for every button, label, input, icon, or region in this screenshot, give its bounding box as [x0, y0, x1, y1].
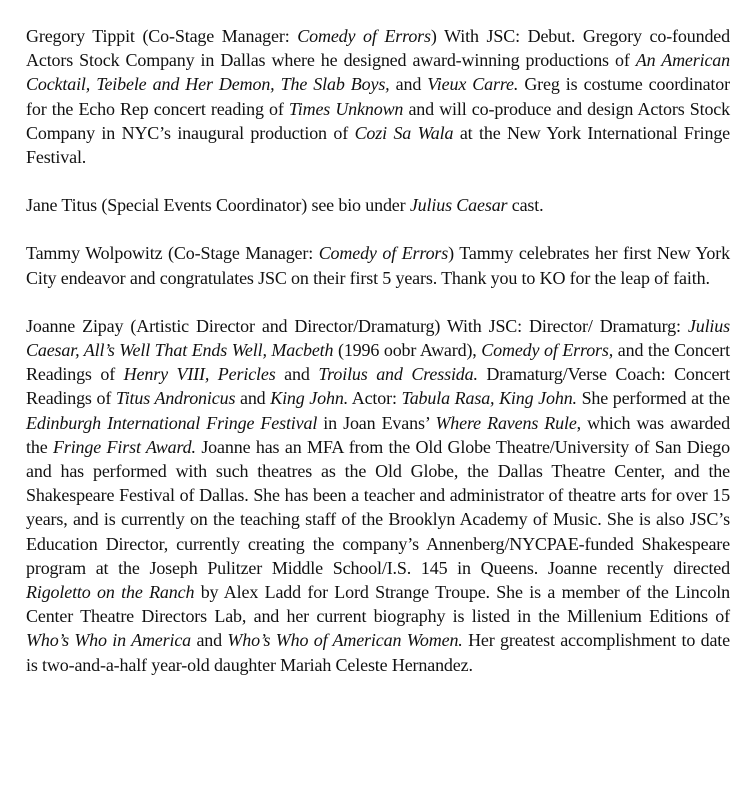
bio-joanne-zipay [26, 314, 730, 677]
bio-jane-titus [26, 193, 730, 217]
bio-text: Tammy Wolpowitz (Co-Stage Manager: [26, 243, 319, 264]
bio-text: Jane Titus (Special Events Coordinator) see bio under [26, 195, 410, 216]
bio-text: Joanne has an MFA from the Old Globe Theatre/University of San Diego and has performed with such theatres as the Old Globe, the Dallas Theatre Center, and the Shakespeare Festival of Dallas. She has been a teacher and administrator of theatre arts for over 15 years, and is currently on the teaching staff of the Brooklyn Academy of Music. She is also JSC’s Education Director, currently creating the company’s Annenberg/NYCPAE-funded Shakespeare program at the Joseph Pulitzer Middle School/I.S. 145 in Queens. Joanne recently directed [26, 436, 730, 578]
bio-text: , which was awarded the [26, 412, 730, 457]
bio-text: in Joan Evans’ [317, 412, 436, 433]
work-title: Julius Caesar [409, 195, 508, 216]
program-bios-page [26, 24, 730, 677]
work-title: King John. [270, 388, 349, 409]
work-title: Times Unknown [288, 98, 404, 119]
work-title: Fringe First Award. [53, 436, 196, 457]
work-title: Cozi Sa Wala [354, 122, 454, 143]
bio-text: (1996 oobr Award), [333, 340, 482, 361]
work-title: Titus Andronicus [115, 388, 236, 409]
work-title: Troilus and Cressida. [318, 364, 478, 385]
bio-text: She performed at the [576, 388, 730, 409]
work-title: An American Cocktail, Teibele and Her Demon, The Slab Boys, [26, 50, 730, 95]
bio-text: at the New York International Fringe Festival. [26, 122, 731, 168]
work-title: Comedy of Errors, [481, 340, 614, 361]
work-title: Rigoletto on the Ranch [26, 582, 195, 603]
bio-text: Her greatest accomplishment to date is two-and-a-half year-old daughter Mariah Celeste Hernandez. [26, 630, 731, 675]
bio-text: cast. [507, 195, 544, 216]
work-title: Who’s Who of American Women. [227, 630, 463, 651]
work-title: Comedy of Errors [297, 26, 431, 46]
work-title: Edinburgh International Fringe Festival [26, 412, 318, 433]
bio-text: and [389, 74, 428, 95]
work-title: Tabula Rasa, King John. [401, 388, 577, 409]
work-title: Henry VIII, Pericles [123, 364, 276, 385]
bio-text: and [191, 630, 228, 651]
bio-text: and [275, 364, 319, 385]
work-title: Where Ravens Rule [435, 412, 577, 433]
bio-text: Joanne Zipay (Artistic Director and Director/Dramaturg) With JSC: Director/ Dramaturg: [26, 315, 688, 336]
bio-text: and will co-produce and design Actors Stock Company in NYC’s inaugural production of [26, 98, 730, 143]
bio-text: ) With JSC: Debut. Gregory co-founded Actors Stock Company in Dallas where he designed award-winning productions of [26, 26, 730, 71]
bio-text: Greg is costume coordinator for the Echo Rep concert reading of [26, 74, 730, 119]
bio-text: Gregory Tippit (Co-Stage Manager: [26, 26, 298, 46]
bio-text: Actor: [348, 388, 402, 409]
bio-text: and [235, 388, 271, 409]
work-title: Vieux Carre. [427, 74, 519, 95]
bio-gregory-tippit [26, 24, 730, 169]
bio-text: Dramaturg/Verse Coach: Concert Readings of [26, 364, 730, 409]
work-title: Comedy of Errors [318, 243, 449, 264]
bio-text: ) Tammy celebrates her first New York City endeavor and congratulates JSC on their first 5 years. Thank you to KO for the leap of faith. [26, 243, 730, 288]
work-title: Julius Caesar, All’s Well That Ends Well, Macbeth [26, 315, 730, 361]
work-title: Who’s Who in America [26, 630, 192, 651]
bio-text: and the Concert Readings of [26, 340, 731, 385]
bio-tammy-wolpowitz [26, 241, 730, 289]
bio-text: by Alex Ladd for Lord Strange Troupe. She is a member of the Lincoln Center Theatre Directors Lab, and her current biography is listed in the Millenium Editions of [26, 582, 730, 627]
